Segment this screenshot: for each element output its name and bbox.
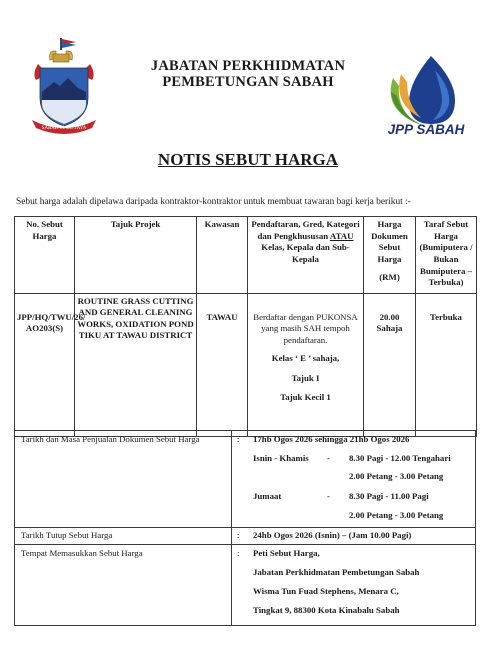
table-header-row: [15, 217, 477, 294]
sales-period-colon: :: [237, 434, 240, 444]
sales-period-label: Tarikh dan Masa Penjualan Dokumen Sebut Harga: [21, 434, 200, 444]
quotation-table: [14, 216, 477, 437]
submission-colon: :: [237, 548, 240, 558]
sales-days-friday: Jumaat: [253, 491, 282, 501]
closing-date: 24hb Ogos 2026 (Isnin) – (Jam 10.00 Pagi): [253, 530, 412, 540]
department-name-line1: JABATAN PERKHIDMATAN: [150, 58, 346, 74]
header-document-price-unit: (RM): [379, 271, 400, 282]
header-registration: [248, 217, 364, 294]
intro-text: Sebut harga adalah dipelawa daripada kontraktor-kontraktor untuk membuat tawaran bagi kerja berikut :-: [16, 197, 411, 207]
submission-line1: Peti Sebut Harga,: [253, 548, 320, 558]
sales-time-friday-afternoon: 2.00 Petang - 3.00 Petang: [349, 510, 444, 520]
submission-row: [15, 544, 475, 625]
submission-line3: Wisma Tun Fuad Stephens, Menara C,: [253, 586, 399, 596]
cell-project-title: ROUTINE GRASS CUTTING AND GENERAL CLEANING WORKS, OXIDATION POND TIKU AT TAWAU DISTRICT: [75, 294, 197, 437]
submission-line2: Jabatan Perkhidmatan Pembetungan Sabah: [253, 567, 420, 577]
header-document-price-label: Harga Dokumen Sebut Harga: [371, 219, 408, 265]
header-quotation-no: No. Sebut Harga: [15, 217, 75, 294]
header-registration-part2: Kelas, Kepala dan Sub-Kepala: [261, 242, 350, 265]
closing-row: [15, 527, 475, 544]
sales-time-weekday-morning: 8.30 Pagi - 12.00 Tengahari: [349, 453, 451, 463]
header-registration-or: ATAU: [329, 230, 354, 241]
notice-title: NOTIS SEBUT HARGA: [157, 150, 339, 169]
header-registration-part1: Pendaftaran, Gred, Kategori dan Pengkhususan: [251, 219, 360, 241]
cell-quotation-no: JPP/HQ/TWU/26/ AO203(S): [15, 294, 75, 437]
sales-time-weekday-afternoon: 2.00 Petang - 3.00 Petang: [349, 471, 444, 481]
jpp-sabah-logo-text: JPP SABAH: [387, 122, 465, 137]
cell-document-price: 20.00 Sahaja: [364, 294, 416, 437]
header-document-price: [364, 217, 416, 294]
cell-registration: [248, 294, 364, 437]
cell-area: TAWAU: [197, 294, 248, 437]
submission-line4: Tingkat 9, 88300 Kota Kinabalu Sabah: [253, 605, 400, 615]
sales-days-weekdays: Isnin - Khamis: [253, 453, 309, 463]
header-area: Kawasan: [197, 217, 248, 294]
registration-class: Kelas ‘ E ’ sahaja,: [271, 353, 340, 364]
cell-tender-status: Terbuka: [416, 294, 477, 437]
submission-label: Tempat Memasukkan Sebut Harga: [21, 548, 143, 558]
closing-label: Tarikh Tutup Sebut Harga: [21, 530, 113, 540]
sales-dash-1: -: [327, 453, 330, 463]
sales-period-dates: 17hb Ogos 2026 sehingga 21hb Ogos 2026: [253, 434, 410, 444]
sales-dash-2: -: [327, 491, 330, 501]
table-row: [15, 294, 477, 437]
header-project-title: Tajuk Projek: [75, 217, 197, 294]
closing-colon: :: [237, 530, 240, 540]
details-box: [14, 430, 476, 626]
registration-subheading: Tajuk Kecil 1: [280, 392, 331, 403]
registration-text: Berdaftar dengan PUKONSA yang masih SAH tempoh pendaftaran.: [253, 312, 358, 345]
header-tender-status: Taraf Sebut Harga (Bumiputera / Bukan Bumiputera – Terbuka): [416, 217, 477, 294]
sales-time-friday-morning: 8.30 Pagi - 11.00 Pagi: [349, 491, 429, 501]
svg-text:SABAH MAJU JAYA: SABAH MAJU JAYA: [41, 126, 87, 131]
sabah-crest-emblem: [20, 36, 108, 138]
department-name-line2: PEMBETUNGAN SABAH: [162, 74, 334, 90]
registration-heading: Tajuk I: [291, 372, 320, 383]
